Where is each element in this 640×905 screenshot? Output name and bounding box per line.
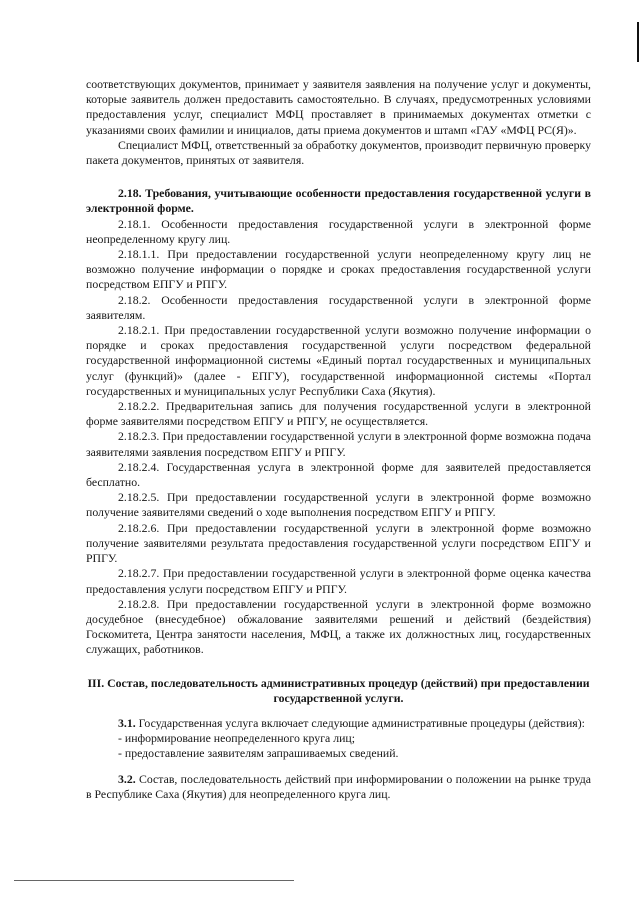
item-2-18-2-5: 2.18.2.5. При предоставлении государственной услуги в электронной форме возможно получение заявителями сведений о ходе выполнения посредством ЕПГУ и РПГУ. <box>86 490 591 520</box>
paragraph-3-1 <box>86 716 591 731</box>
list-item-informing: - информирование неопределенного круга лиц; <box>118 731 356 746</box>
item-2-18-2: 2.18.2. Особенности предоставления государственной услуги в электронной форме заявителям. <box>86 292 591 322</box>
paragraph-3-2-text: Состав, последовательность действий при информировании о положении на рынке труда в Республике Саха (Якутия) для неопределенного круга лиц. <box>86 771 591 801</box>
item-2-18-1-1: 2.18.1.1. При предоставлении государственной услуги неопределенному кругу лиц не возможно получение информации о порядке и сроках предоставления государственной услуги посредством ЕПГУ и РПГУ. <box>86 247 591 292</box>
scan-edge-mark <box>637 22 639 62</box>
paragraph-3-1-text: Государственная услуга включает следующие административные процедуры (действия): <box>135 715 585 730</box>
footer-rule <box>14 880 294 881</box>
item-2-18-2-4: 2.18.2.4. Государственная услуга в электронной форме для заявителей предоставляется бесплатно. <box>86 459 591 490</box>
item-2-18-2-7: 2.18.2.7. При предоставлении государственной услуги в электронной форме оценка качества предоставления услуги посредством ЕПГУ и РПГУ. <box>86 566 591 596</box>
item-2-18-1: 2.18.1. Особенности предоставления государственной услуги в электронной форме неопределенному кругу лиц. <box>86 216 591 246</box>
item-2-18-2-1: 2.18.2.1. При предоставлении государственной услуги возможно получение информации о порядке и сроках предоставления государственной услуги посредством федеральной государственной информационной системы «Единый портал государственных и муниципальных услуг (функций)» (далее - ЕПГУ), государственной информационной системы «Портал государственных и муниципальных услуг Республики Саха (Якутия). <box>86 323 591 398</box>
intro-paragraph-1: соответствующих документов, принимает у заявителя заявления на получение услуг и документы, которые заявитель должен предоставить самостоятельно. В случаях, предусмотренных условиями предоставления услуг, специалист МФЦ проставляет в принимаемых документах отметки с указаниями своих фамилии и инициалов, даты приема документов и штамп «ГАУ «МФЦ РС(Я)». <box>86 77 591 137</box>
paragraph-3-2 <box>86 772 591 802</box>
paragraph-3-1-number: 3.1. <box>118 715 136 730</box>
item-2-18-2-2: 2.18.2.2. Предварительная запись для получения государственной услуги в электронной форме заявителями посредством ЕПГУ и РПГУ, не осуществляется. <box>86 399 591 429</box>
document-body <box>86 77 591 802</box>
item-2-18-2-8: 2.18.2.8. При предоставлении государственной услуги в электронной форме возможно досудебное (внесудебное) обжалование заявителями решений и действий (бездействия) Госкомитета, Центра занятости населения, МФЦ, а также их должностных лиц, государственных служащих, работников. <box>86 596 591 657</box>
item-2-18-2-3: 2.18.2.3. При предоставлении государственной услуги в электронной форме возможна подача заявителями заявления посредством ЕПГУ и РПГУ. <box>86 429 591 459</box>
section-3-heading: III. Состав, последовательность административных процедур (действий) при предоставлении государственной услуги. <box>87 675 590 705</box>
item-2-18-2-6: 2.18.2.6. При предоставлении государственной услуги в электронной форме возможно получение заявителями результата предоставления государственной услуги посредством ЕПГУ и РПГУ. <box>86 520 591 566</box>
section-2-18-heading: 2.18. Требования, учитывающие особенности предоставления государственной услуги в электронной форме. <box>86 186 591 216</box>
intro-paragraph-2: Специалист МФЦ, ответственный за обработку документов, производит первичную проверку пакета документов, принятых от заявителя. <box>86 137 591 168</box>
list-item-providing: - предоставление заявителям запрашиваемых сведений. <box>118 746 399 761</box>
paragraph-3-2-number: 3.2. <box>118 771 136 786</box>
